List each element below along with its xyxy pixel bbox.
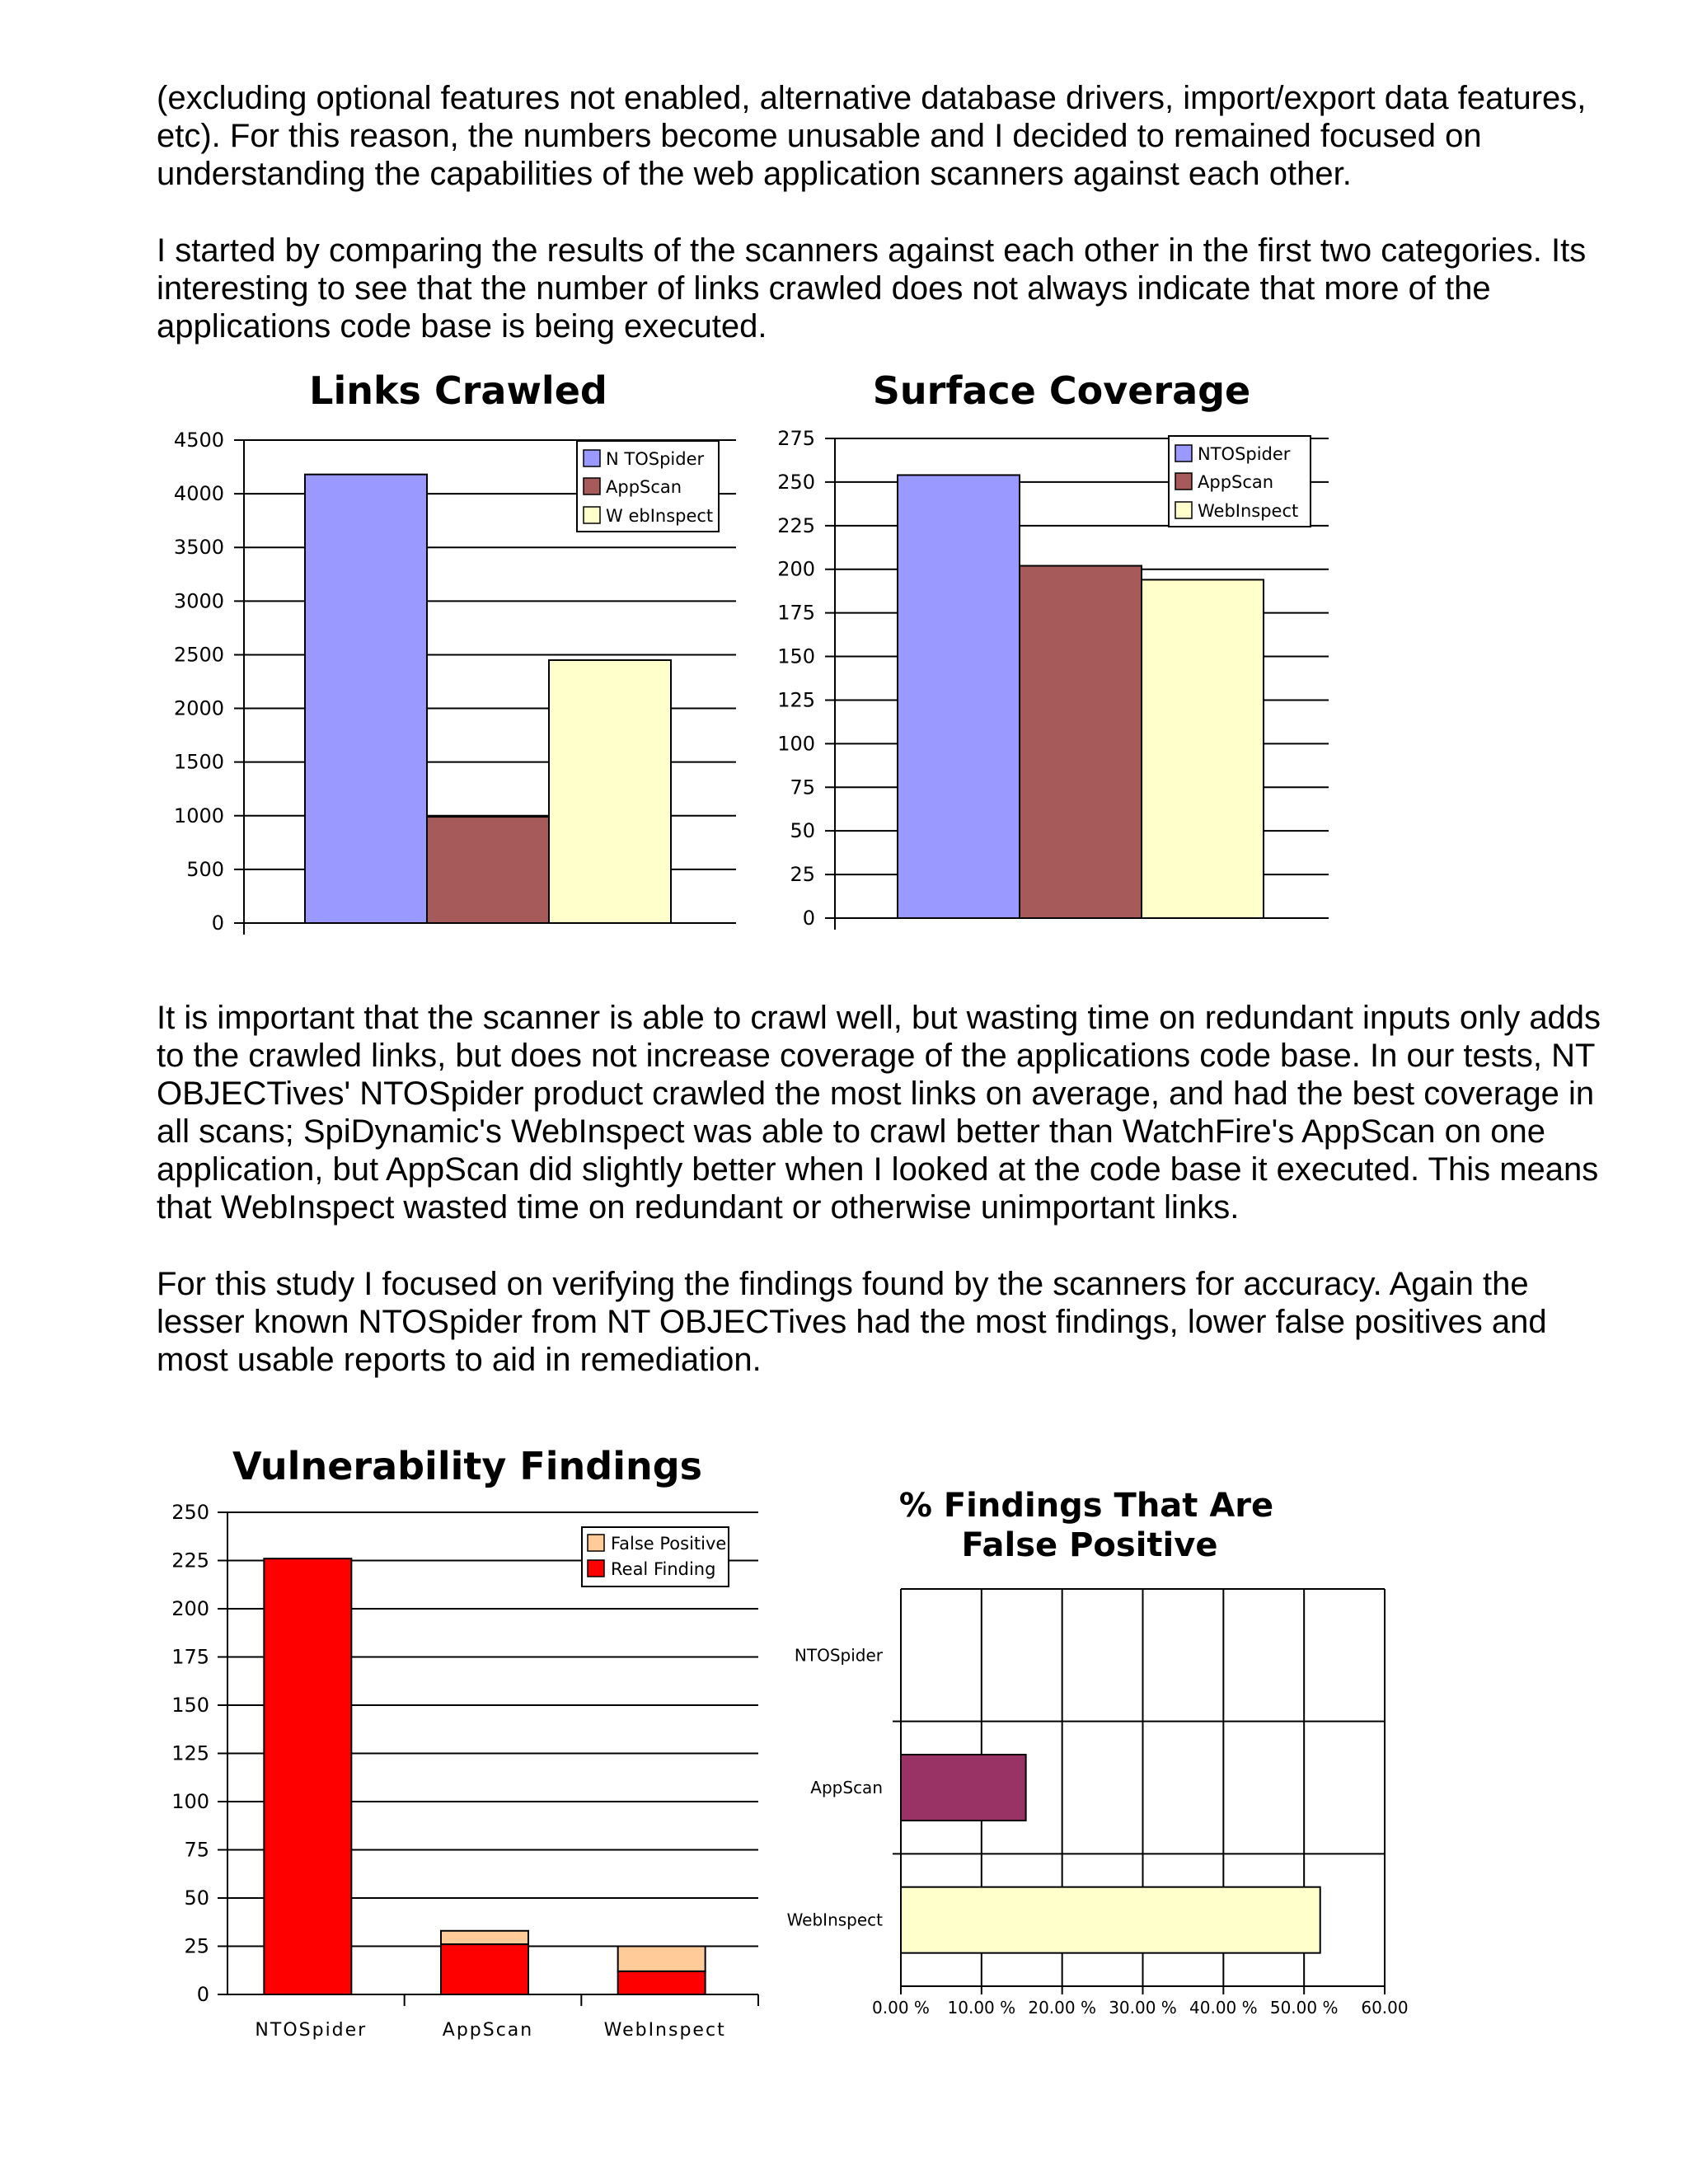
bar-false-positive (441, 1931, 528, 1944)
y-tick-label: 2000 (173, 696, 224, 720)
y-tick-label: 125 (171, 1741, 209, 1765)
y-tick-label: 200 (777, 557, 815, 581)
false-positive-percent-chart (787, 1487, 1409, 2018)
bar-false-positive (618, 1947, 706, 1971)
y-tick-label: 1000 (173, 804, 224, 827)
vulnerability-findings-legend (582, 1527, 729, 1586)
legend-label-real-finding: Real Finding (611, 1559, 716, 1579)
paragraph-2: I started by comparing the results of the scanners against each other in the first two categories. Its interesting to see that the number of links crawled does not always indicate that more of the applications code base is being executed. (157, 232, 1587, 344)
y-tick-label: 100 (777, 732, 815, 756)
x-tick-label: 10.00 % (947, 1998, 1016, 2018)
y-tick-label: 225 (777, 513, 815, 537)
y-tick-label: 3000 (173, 589, 224, 613)
y-tick-label: 250 (171, 1501, 209, 1524)
y-tick-label: 3500 (173, 536, 224, 560)
y-tick-label: 250 (777, 470, 815, 494)
bar-appscan (1020, 565, 1142, 918)
legend-swatch-ntospider (584, 450, 600, 466)
bar-webinspect (549, 660, 671, 923)
y-tick-label: 4500 (173, 429, 224, 452)
legend-label-webinspect: WebInspect (1198, 501, 1299, 521)
y-tick-label: 125 (777, 688, 815, 712)
bar-webinspect (901, 1887, 1320, 1953)
x-tick-label: 40.00 % (1189, 1998, 1258, 2018)
fp-title-line-2: False Positive (961, 1526, 1218, 1564)
bar-webinspect (1142, 579, 1264, 918)
y-tick-label: 0 (196, 1983, 209, 2006)
bar-real-finding (264, 1558, 351, 1994)
legend-label-false-positive: False Positive (611, 1534, 727, 1554)
y-tick-label: 75 (184, 1838, 209, 1862)
bar-ntospider (898, 475, 1020, 918)
fp-title-line-1: % Findings That Are (898, 1487, 1274, 1525)
x-category-label: NTOSpider (255, 2020, 368, 2041)
y-tick-label: 0 (211, 912, 224, 935)
bar-appscan (901, 1755, 1026, 1821)
legend-swatch-webinspect (1175, 502, 1192, 518)
legend-label-appscan: AppScan (1198, 472, 1274, 492)
y-category-label: WebInspect (786, 1910, 883, 1930)
y-tick-label: 1500 (173, 750, 224, 774)
legend-label-ntospider: N TOSpider (606, 449, 705, 469)
y-category-label: NTOSpider (794, 1645, 883, 1666)
legend-label-ntospider: NTOSpider (1198, 444, 1291, 464)
links-crawled-legend (577, 441, 719, 532)
y-tick-label: 50 (790, 819, 815, 843)
links-crawled-title: Links Crawled (309, 368, 607, 413)
y-tick-label: 200 (171, 1597, 209, 1620)
y-tick-label: 150 (777, 644, 815, 668)
y-tick-label: 2500 (173, 643, 224, 667)
y-tick-label: 100 (171, 1790, 209, 1813)
paragraph-1: (excluding optional features not enabled, alternative database drivers, import/export data features, etc). For this reason, the numbers become unusable and I decided to remained focused on understanding the capabilities of the web application scanners against each other. (157, 80, 1587, 192)
y-tick-label: 500 (186, 857, 224, 881)
bar-real-finding (441, 1944, 528, 1994)
vulnerability-findings-chart (171, 1444, 758, 2041)
y-tick-label: 0 (802, 907, 815, 930)
y-tick-label: 25 (790, 863, 815, 887)
surface-coverage-title: Surface Coverage (872, 368, 1251, 413)
legend-label-appscan: AppScan (606, 477, 682, 497)
legend-label-webinspect: W ebInspect (606, 506, 714, 526)
bar-real-finding (618, 1971, 706, 1994)
legend-swatch-false-positive (588, 1535, 604, 1551)
legend-swatch-appscan (584, 478, 600, 494)
x-tick-label: 20.00 % (1028, 1998, 1096, 2018)
y-tick-label: 275 (777, 427, 815, 450)
y-tick-label: 175 (777, 601, 815, 625)
x-tick-label: 50.00 % (1269, 1998, 1339, 2018)
x-category-label: AppScan (442, 2020, 534, 2041)
y-tick-label: 175 (171, 1645, 209, 1669)
links-crawled-chart (174, 368, 736, 935)
y-tick-label: 4000 (173, 482, 224, 506)
bar-appscan (427, 817, 549, 923)
y-category-label: AppScan (810, 1778, 883, 1797)
legend-swatch-webinspect (584, 507, 600, 523)
bar-ntospider (305, 475, 427, 923)
y-tick-label: 25 (184, 1934, 209, 1958)
legend-swatch-real-finding (588, 1560, 604, 1577)
y-tick-label: 225 (171, 1549, 209, 1572)
x-tick-label: 60.00 (1361, 1998, 1409, 2018)
paragraph-3: It is important that the scanner is able to crawl well, but wasting time on redundant inputs only adds to the crawled links, but does not increase coverage of the applications code base. In our tests, NT OBJECTives' NTOSpider product crawled the most links on average, and had the best coverage in all scans; SpiDynamic's WebInspect was able to crawl better than WatchFire's AppScan on one application, but AppScan did slightly better when I looked at the code base it executed. This means that WebInspect wasted time on redundant or otherwise unimportant links. (157, 1000, 1601, 1226)
x-tick-label: 30.00 % (1109, 1998, 1177, 2018)
paragraph-4: For this study I focused on verifying the findings found by the scanners for accuracy. Again the lesser known NTOSpider from NT OBJECTives had the most findings, lower false positives and most usable reports to aid in remediation. (157, 1266, 1547, 1378)
vulnerability-findings-title: Vulnerability Findings (232, 1444, 703, 1488)
y-tick-label: 75 (790, 776, 815, 799)
legend-swatch-appscan (1175, 473, 1192, 490)
y-tick-label: 150 (171, 1694, 209, 1717)
y-tick-label: 50 (184, 1886, 209, 1910)
x-tick-label: 0.00 % (872, 1998, 930, 2018)
x-category-label: WebInspect (603, 2020, 726, 2041)
legend-swatch-ntospider (1175, 445, 1192, 462)
surface-coverage-chart (777, 368, 1329, 930)
surface-coverage-legend (1169, 436, 1311, 527)
